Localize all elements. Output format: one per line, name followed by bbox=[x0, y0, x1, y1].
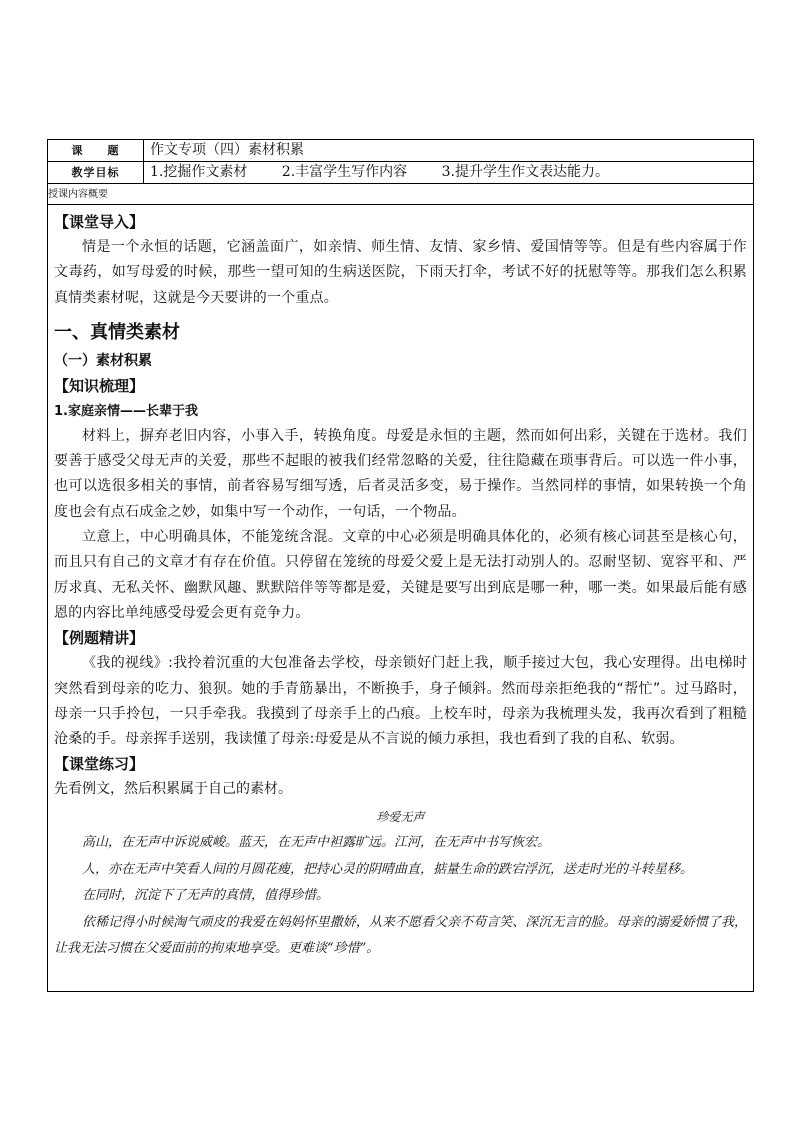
goal-item: 2.丰富学生写作内容 bbox=[281, 164, 408, 180]
essay-paragraph: 高山，在无声中诉说威峻。蓝天，在无声中袒露旷远。江河，在无声中书写恢宏。 bbox=[82, 835, 551, 851]
intro-heading: 【课堂导入】 bbox=[54, 213, 145, 231]
practice-heading: 【课堂练习】 bbox=[54, 755, 145, 774]
essay-paragraph: 依稀记得小时候淘气顽皮的我爱在妈妈怀里撒娇，从来不愿看父亲不苟言笑、深沉无言的脸。母亲的溺爱娇惯了我，让我无法习惯在父爱面前的拘束地享受。更难谈“珍惜”。 bbox=[54, 914, 747, 957]
intro-text: 情是一个永恒的话题，它涵盖面广，如亲情、师生情、友情、家乡情、爱国情等等。但是有些内容属于作文毒药，如写母爱的时候，那些一望可知的生病送医院，下雨天打伞，考试不好的抚慰等等。那我们怎么积累真情类素材呢，这就是今天要讲的一个重点。 bbox=[54, 239, 747, 306]
example-text: 《我的视线》:我拎着沉重的大包准备去学校，母亲锁好门赶上我，顺手接过大包，我心安理得。出电梯时突然看到母亲的吃力、狼狈。她的手青筋暴出，不断换手，身子倾斜。然而母亲拒绝我的“帮忙”。过马路时，母亲一只手拎包，一只手牵我。我摸到了母亲手上的凸痕。上校车时，母亲为我梳理头发，我再次看到了粗糙沧桑的手。母亲挥手送别，我读懂了母亲:母爱是从不言说的倾力承担，我也看到了我的自私、软弱。 bbox=[54, 655, 747, 748]
essay-paragraph: 人，亦在无声中笑看人间的月圆花瘦，把持心灵的阴晴曲直，掂量生命的跌宕浮沉，送走时光的斗转星移。 bbox=[82, 861, 694, 877]
knowledge-heading: 【知识梳理】 bbox=[54, 376, 145, 395]
topic-label: 课 题 bbox=[48, 140, 144, 161]
lesson-content bbox=[48, 205, 753, 991]
overview-title: 授课内容概要 bbox=[48, 184, 753, 205]
goal-values bbox=[144, 162, 753, 183]
lesson-plan-table bbox=[47, 139, 754, 992]
essay-paragraph: 在同时，沉淀下了无声的真情，值得珍惜。 bbox=[82, 888, 330, 904]
goal-label: 教学目标 bbox=[48, 162, 144, 183]
topic-value: 作文专项（四）素材积累 bbox=[150, 142, 304, 158]
item-heading: 1.家庭亲情——长辈于我 bbox=[54, 403, 198, 419]
theme-paragraph: 立意上，中心明确具体，不能笼统含混。文章的中心必须是明确具体化的，必须有核心词甚至是核心句，而且只有自己的文章才有存在价值。只停留在笼统的母爱父爱上是无法打动别人的。忍耐坚韧、宽容平和、严厉求真、无私关怀、幽默风趣、默默陪伴等等都是爱，关键是要写出到底是哪一种，哪一类。如果最后能有感恩的内容比单纯感受母爱会更有竞争力。 bbox=[54, 529, 747, 621]
sub-heading: （一）素材积累 bbox=[54, 352, 152, 369]
goal-item: 1.挖掘作文素材 bbox=[150, 164, 248, 180]
goal-item: 3.提升学生作文表达能力。 bbox=[441, 164, 609, 180]
goal-row bbox=[48, 162, 753, 184]
example-heading: 【例题精讲】 bbox=[54, 629, 145, 648]
practice-text: 先看例文，然后积累属于自己的素材。 bbox=[54, 781, 292, 798]
topic-row bbox=[48, 140, 753, 162]
material-paragraph: 材料上，摒弃老旧内容，小事入手，转换角度。母爱是永恒的主题，然而如何出彩，关键在于选材。我们要善于感受父母无声的关爱，那些不起眼的被我们经常忽略的关爱，往往隐藏在琐事背后。可以选一件小事，也可以选很多相关的事情，前者容易写细写透，后者灵活多变，易于操作。当然同样的事情，如果转换一个角度也会有点石成金之妙，如集中写一个动作，一句话，一个物品。 bbox=[54, 427, 747, 520]
section-heading: 一、真情类素材 bbox=[54, 321, 180, 343]
essay-title: 珍爱无声 bbox=[376, 810, 425, 825]
